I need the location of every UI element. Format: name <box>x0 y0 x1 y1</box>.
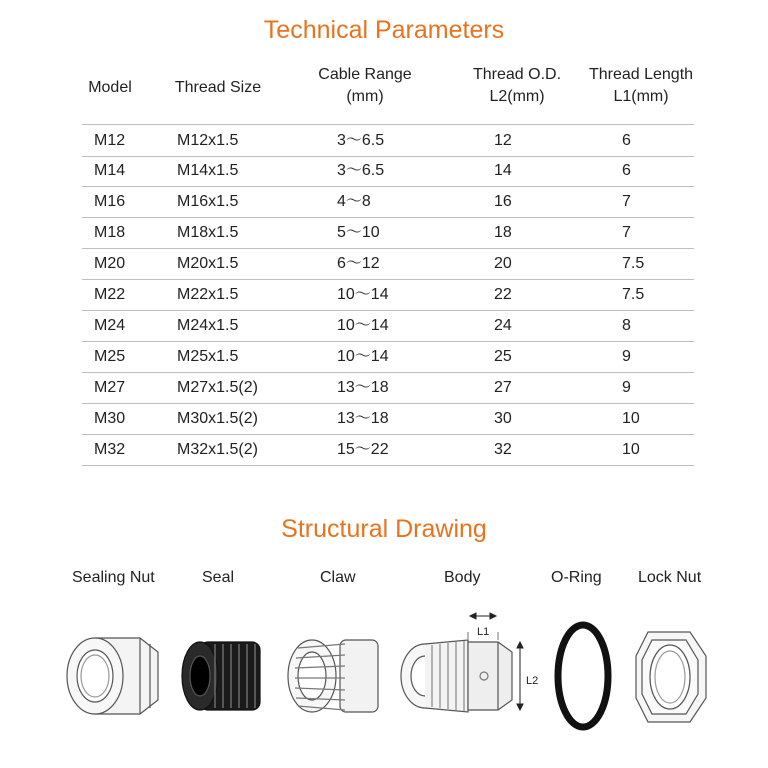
cell-thread-od: 32 <box>494 441 512 458</box>
cell-cable-range: 10～14 <box>337 348 389 365</box>
cell-thread-od: 22 <box>494 286 512 303</box>
cell-cable-range: 6～12 <box>337 255 380 272</box>
cell-thread-length: 10 <box>622 441 640 458</box>
cell-thread-od: 18 <box>494 224 512 241</box>
cell-thread-size: M14x1.5 <box>177 162 239 179</box>
structural-drawing <box>0 600 768 760</box>
label-lock-nut: Lock Nut <box>638 569 702 586</box>
lock-nut-drawing <box>636 632 706 722</box>
cell-cable-range: 5～10 <box>337 224 380 241</box>
cell-model: M30 <box>94 410 126 427</box>
o-ring-drawing <box>558 625 608 727</box>
cell-thread-od: 27 <box>494 379 512 396</box>
cell-cable-range: 10～14 <box>337 317 389 334</box>
header-thread-length-line2: L1(mm) <box>613 88 669 105</box>
cell-model: M16 <box>94 193 126 210</box>
table-row <box>82 279 694 311</box>
table-row <box>82 434 694 466</box>
table-row <box>82 124 694 157</box>
cell-cable-range: 3～6.5 <box>337 132 385 149</box>
technical-parameters-title: Technical Parameters <box>263 16 505 44</box>
cell-cable-range: 3～6.5 <box>337 162 385 179</box>
header-cable-range <box>305 64 425 108</box>
header-thread-size: Thread Size <box>174 79 262 96</box>
cell-thread-length: 9 <box>622 379 631 396</box>
body-drawing <box>401 632 512 712</box>
table-row <box>82 217 694 249</box>
table-row <box>82 310 694 342</box>
cell-model: M25 <box>94 348 126 365</box>
header-thread-length-line1: Thread Length <box>588 66 694 83</box>
cell-thread-length: 7 <box>622 193 631 210</box>
header-thread-length <box>580 64 702 108</box>
cell-thread-length: 6 <box>622 132 631 149</box>
cell-model: M20 <box>94 255 126 272</box>
table-row <box>82 248 694 280</box>
cell-model: M12 <box>94 132 126 149</box>
cell-thread-length: 7.5 <box>622 255 645 272</box>
cell-thread-size: M30x1.5(2) <box>177 410 258 427</box>
structural-drawing-title: Structural Drawing <box>281 515 487 543</box>
header-cable-range-line1: Cable Range <box>318 66 412 83</box>
cell-thread-od: 24 <box>494 317 512 334</box>
cell-thread-od: 14 <box>494 162 512 179</box>
cell-thread-length: 9 <box>622 348 631 365</box>
cell-cable-range: 4～8 <box>337 193 371 210</box>
cell-thread-od: 12 <box>494 132 512 149</box>
label-o-ring: O-Ring <box>551 569 602 586</box>
cell-model: M18 <box>94 224 126 241</box>
cell-thread-size: M18x1.5 <box>177 224 239 241</box>
table-row <box>82 372 694 404</box>
cell-cable-range: 13～18 <box>337 379 389 396</box>
cell-model: M27 <box>94 379 126 396</box>
table-row <box>82 341 694 373</box>
cell-thread-od: 20 <box>494 255 512 272</box>
header-thread-od-line2: L2(mm) <box>489 88 545 105</box>
cell-model: M22 <box>94 286 126 303</box>
cell-model: M14 <box>94 162 126 179</box>
cell-thread-size: M25x1.5 <box>177 348 239 365</box>
cell-thread-size: M22x1.5 <box>177 286 239 303</box>
cell-thread-length: 8 <box>622 317 631 334</box>
table-row <box>82 186 694 218</box>
header-thread-od-line1: Thread O.D. <box>472 66 562 83</box>
cell-thread-size: M16x1.5 <box>177 193 239 210</box>
label-seal: Seal <box>202 569 235 586</box>
dimension-l1-label: L1 <box>477 626 490 638</box>
cell-thread-size: M12x1.5 <box>177 132 239 149</box>
cell-thread-length: 7 <box>622 224 631 241</box>
header-thread-od <box>462 64 572 108</box>
label-claw: Claw <box>320 569 356 586</box>
label-sealing-nut: Sealing Nut <box>72 569 155 586</box>
claw-drawing <box>288 640 378 712</box>
cell-cable-range: 13～18 <box>337 410 389 427</box>
cell-thread-od: 25 <box>494 348 512 365</box>
table-row <box>82 403 694 435</box>
cell-thread-length: 10 <box>622 410 640 427</box>
cell-model: M32 <box>94 441 126 458</box>
table-row <box>82 155 694 187</box>
seal-drawing <box>182 642 260 710</box>
cell-thread-size: M24x1.5 <box>177 317 239 334</box>
cell-thread-od: 16 <box>494 193 512 210</box>
header-model: Model <box>88 79 132 96</box>
cell-thread-od: 30 <box>494 410 512 427</box>
cell-thread-length: 7.5 <box>622 286 645 303</box>
cell-cable-range: 15～22 <box>337 441 389 458</box>
cell-thread-size: M20x1.5 <box>177 255 239 272</box>
cell-cable-range: 10～14 <box>337 286 389 303</box>
cell-model: M24 <box>94 317 126 334</box>
cell-thread-length: 6 <box>622 162 631 179</box>
label-body: Body <box>444 569 481 586</box>
header-cable-range-line2: (mm) <box>346 88 384 105</box>
dimension-l2-label: L2 <box>526 675 539 687</box>
cell-thread-size: M27x1.5(2) <box>177 379 258 396</box>
cell-thread-size: M32x1.5(2) <box>177 441 258 458</box>
sealing-nut-drawing <box>67 638 158 714</box>
